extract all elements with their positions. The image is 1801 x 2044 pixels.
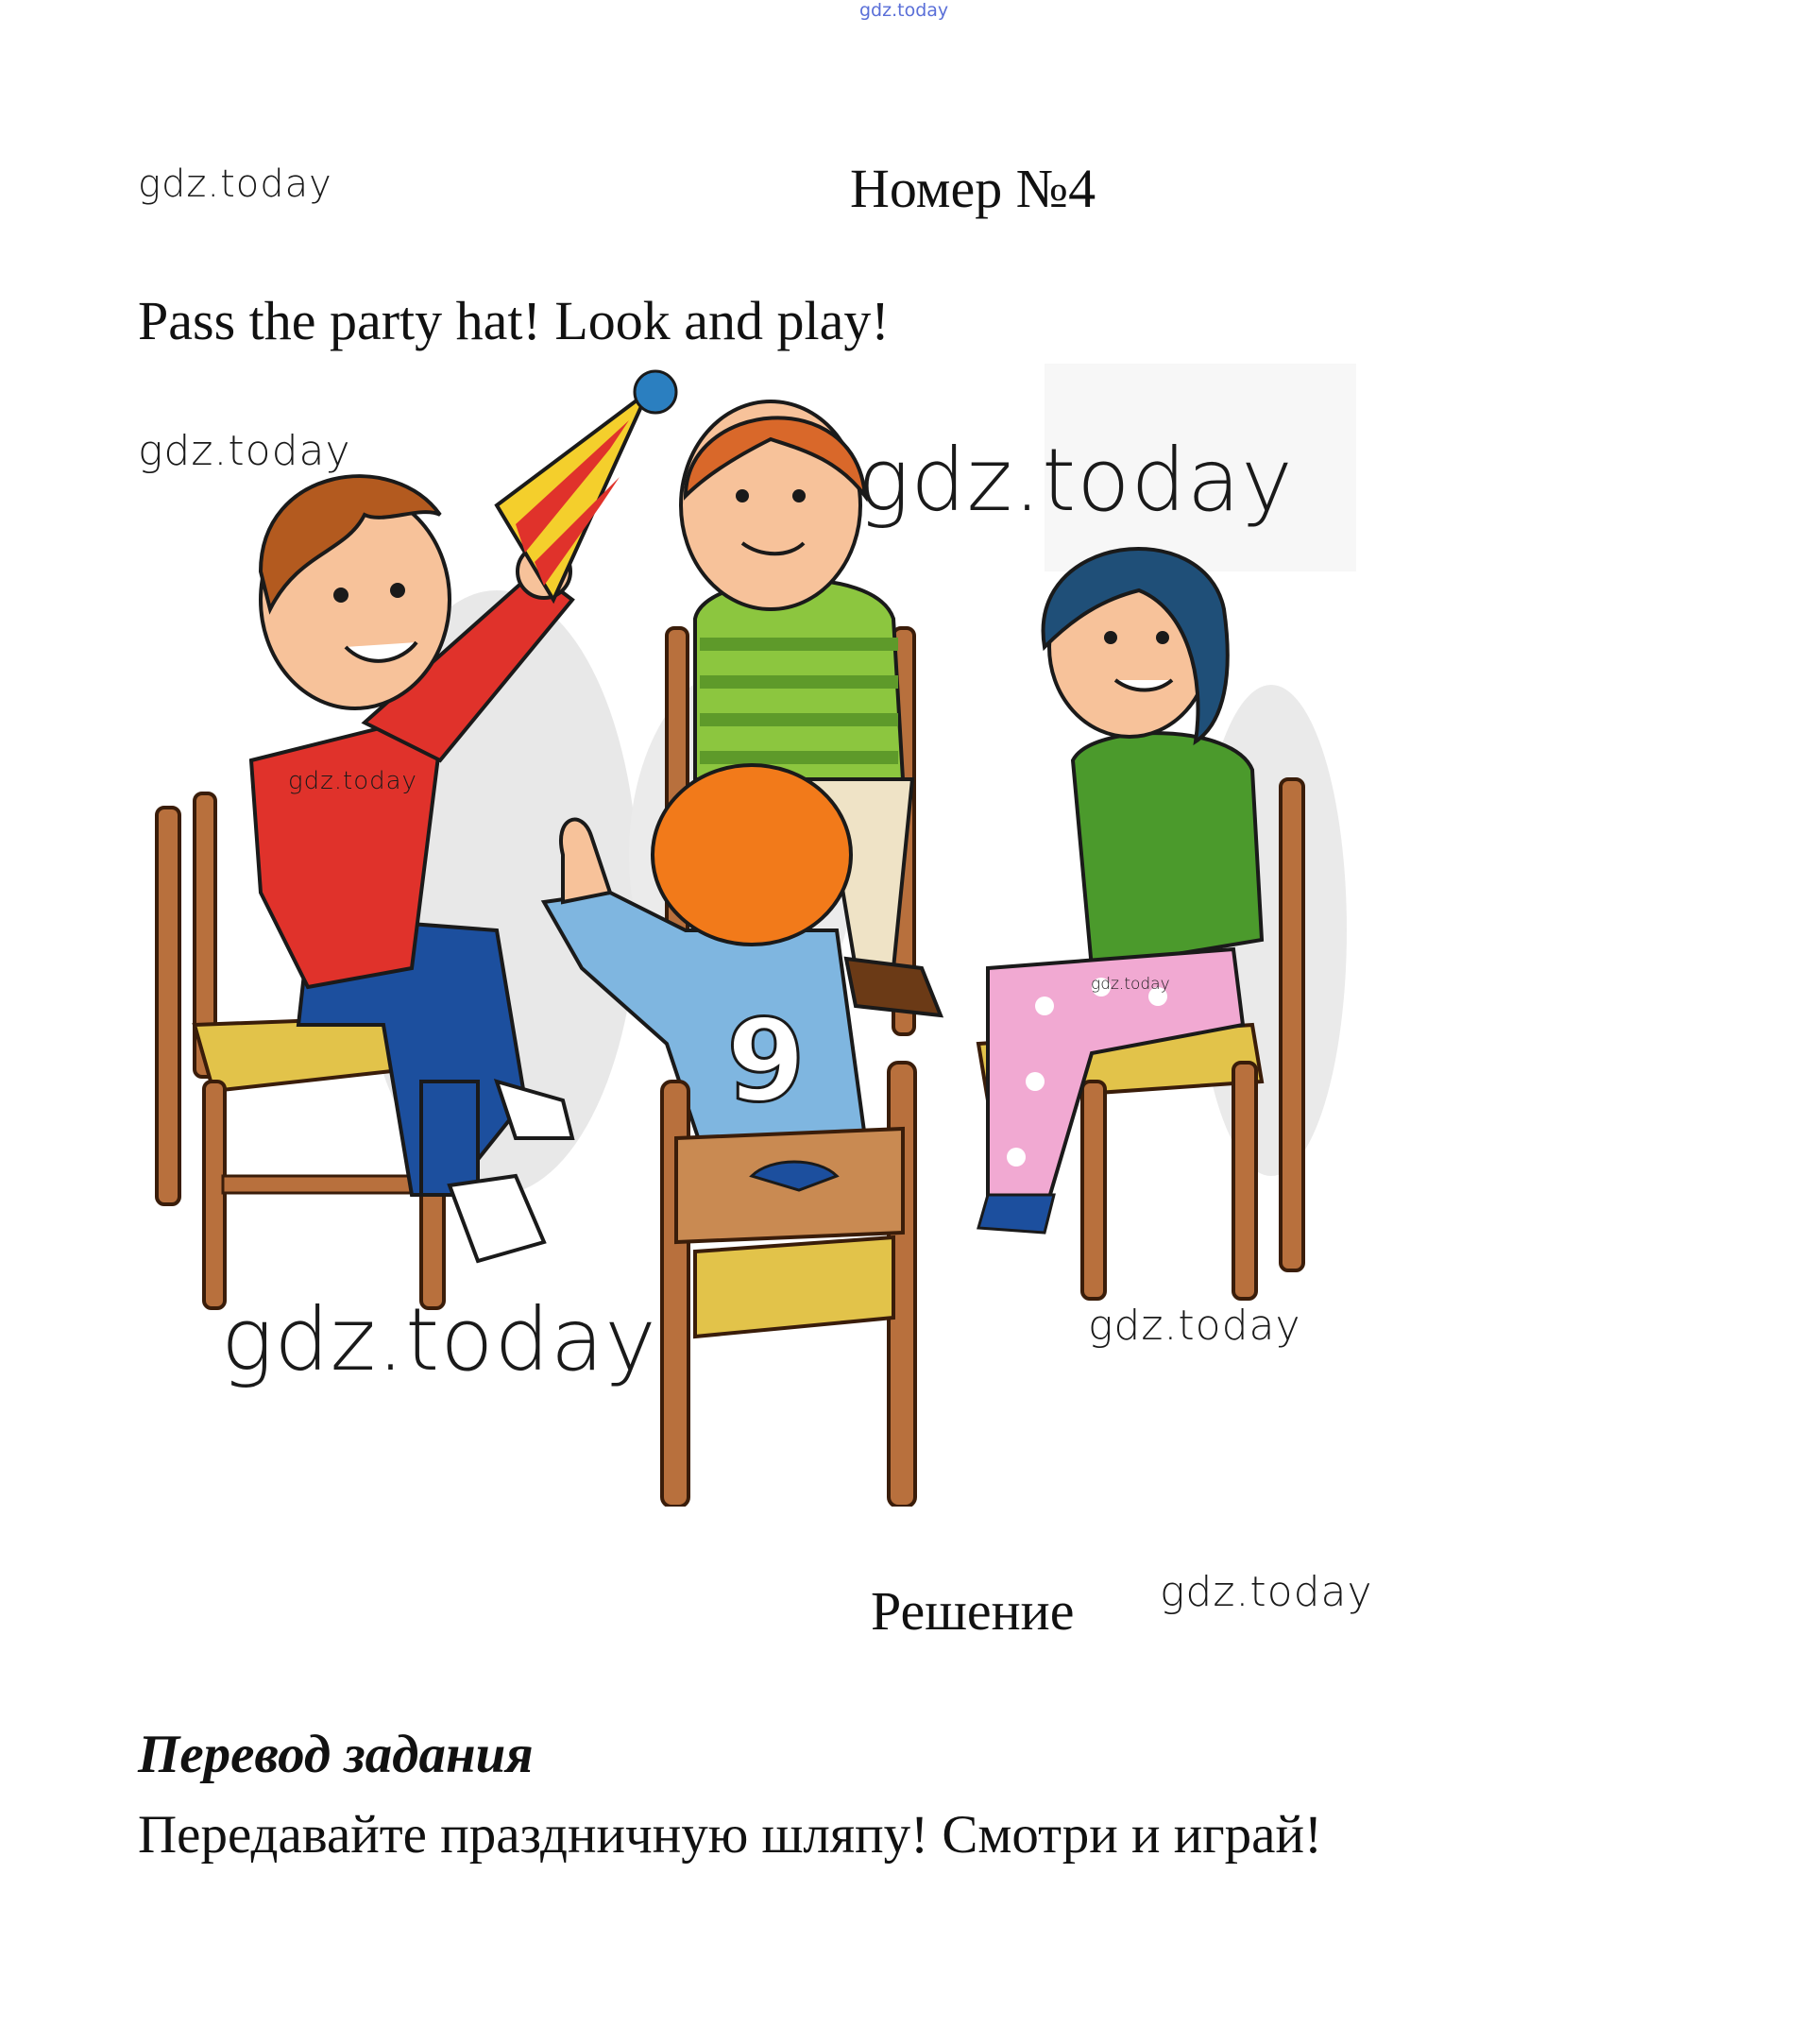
task-text-english: Pass the party hat! Look and play! [138, 290, 890, 351]
page-title: Номер №4 [850, 158, 1096, 219]
watermark-image-bottom-left: gdz.today [221, 1289, 657, 1390]
watermark-image-mid-small: gdz.today [288, 767, 417, 795]
jersey-number: 9 [726, 996, 806, 1128]
watermark-image-top-right: gdz.today [858, 430, 1294, 531]
watermark-image-bottom-right: gdz.today [1088, 1302, 1301, 1350]
translation-text: Передавайте праздничную шляпу! Смотри и играй! [138, 1805, 1322, 1865]
watermark-image-top-left: gdz.today [138, 427, 351, 475]
watermark-solution-right: gdz.today [1160, 1568, 1373, 1616]
solution-heading: Решение [871, 1580, 1075, 1642]
translation-heading: Перевод задания [138, 1725, 534, 1784]
watermark-top: gdz.today [859, 0, 949, 21]
girl-in-green [978, 549, 1262, 1233]
watermark-header-left: gdz.today [138, 162, 332, 206]
watermark-image-pink-small: gdz.today [1091, 975, 1170, 994]
